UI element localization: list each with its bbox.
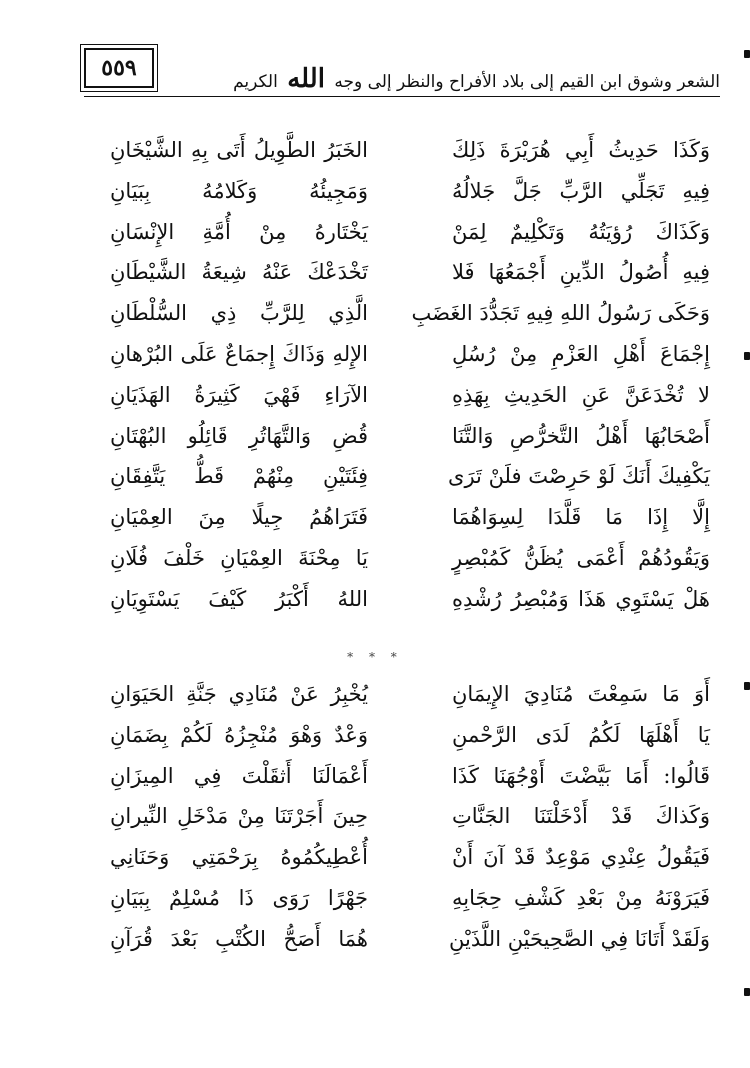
scan-mark-bottom bbox=[744, 988, 750, 996]
verse-first-hemistich: فِيهِ تَجَلِّي الرَّبِّ جَلَّ جَلالُهُ bbox=[452, 178, 710, 203]
verse-second-hemistich: وَمَجِيئُهُ وَكَلامُهُ بِبَيَانِ bbox=[110, 178, 368, 203]
verse-line bbox=[92, 132, 710, 168]
running-title bbox=[160, 64, 720, 94]
verse-second-hemistich: يَخْتَارهُ مِنْ أُمَّةِ الإِنْسَانِ bbox=[110, 219, 368, 244]
verse-second-hemistich: يَا مِحْنَةَ العِمْيَانِ خَلْفَ فُلَانِ bbox=[110, 546, 368, 570]
verse-second-hemistich: جَهْرًا رَوَى ذَا مُسْلِمٌ بِبَيَانِ bbox=[110, 886, 368, 910]
verse-line bbox=[92, 458, 710, 494]
verse-line bbox=[92, 214, 710, 250]
verse-first-hemistich: وَكَذاكَ قَدْ أَدْخَلْتَنَا الجَنَّاتِ bbox=[452, 804, 710, 829]
verse-first-hemistich: قَالُوا: أَمَا بَيَّضْتَ أَوْجُهَنَا كَذَا bbox=[452, 763, 710, 788]
verse-first-hemistich: فَيَرَوْنَهُ مِنْ بَعْدِ كَشْفِ حِجَابِهِ bbox=[452, 886, 710, 910]
scan-mark-top bbox=[744, 50, 750, 58]
verse-line bbox=[92, 173, 710, 209]
verse-line bbox=[92, 839, 710, 875]
verse-first-hemistich: يَكْفِيكَ أَنَكَ لَوْ حَرِصْتَ فلَنْ تَرَى bbox=[448, 464, 710, 489]
verse-second-hemistich: الإِلهِ وَذَاكَ إِجمَاعٌ عَلَى البُرْهانِ bbox=[110, 342, 368, 366]
verse-second-hemistich: الخَبَرُ الطَّوِيلُ أَتَى بِهِ الشَّيْخَانِ bbox=[110, 138, 368, 162]
verse-first-hemistich: فَيَقُولُ عِنْدِي مَوْعِدٌ قَدْ آنَ أَنْ bbox=[452, 845, 710, 870]
verse-line bbox=[92, 418, 710, 454]
scan-mark-middle bbox=[744, 352, 750, 360]
verse-second-hemistich: تَخْدَعْكَ عَنْهُ شِيعَةُ الشَّيْطَانِ bbox=[110, 260, 368, 285]
verse-second-hemistich: الَّذِي لِلرَّبِّ ذِي السُّلْطَانِ bbox=[110, 301, 368, 326]
verse-second-hemistich: قُضِ وَالتَّهَاتُرِ قَائِلُو البُهْتَانِ bbox=[110, 423, 368, 448]
verse-line bbox=[92, 499, 710, 535]
verse-line bbox=[92, 921, 710, 957]
verse-second-hemistich: اللهُ أَكْبَرُ كَيْفَ يَسْتَوِيَانِ bbox=[110, 586, 368, 611]
verse-first-hemistich: لا تُخْدَعَنَّ عَنِ الحَدِيثِ بِهَذِهِ bbox=[452, 382, 710, 407]
page-header bbox=[84, 42, 720, 94]
verse-first-hemistich: إِجْمَاعَ أَهْلِ العَزْمِ مِنْ رُسُلِ bbox=[452, 342, 710, 366]
header-divider bbox=[84, 96, 720, 97]
verse-line bbox=[92, 377, 710, 413]
verse-first-hemistich: هَلْ يَسْتَوِي هَذَا وَمُبْصِرُ رُشْدِهِ bbox=[452, 586, 710, 611]
verse-line bbox=[92, 758, 710, 794]
section-separator: * * * bbox=[347, 650, 403, 664]
verse-second-hemistich: حِينَ أَجَرْتَنَا مِنْ مَدْخَلِ النِّيرانِ bbox=[110, 804, 368, 829]
verse-first-hemistich: فِيهِ أُصُولُ الدِّينِ أَجْمَعُهَا فَلا bbox=[452, 260, 710, 285]
verse-second-hemistich: يُخْبِرُ عَنْ مُنَادِي جَنَّةِ الحَيَوَانِ bbox=[110, 682, 368, 706]
verse-line bbox=[92, 540, 710, 576]
verse-second-hemistich: فَتَرَاهُمُ جِيلًا مِنَ العِمْيَانِ bbox=[110, 505, 368, 530]
verse-first-hemistich: وَيَقُودُهُمْ أَعْمَى يُظَنُّ كَمُبْصِرٍ bbox=[452, 546, 710, 570]
verse-second-hemistich: فِئَتَيْنِ مِنْهُمْ قَطُّ يَتَّفِقَانِ bbox=[110, 464, 368, 489]
running-title-part1: الشعر وشوق ابن القيم إلى بلاد الأفراح والنظر إلى وجه bbox=[334, 72, 720, 92]
verse-first-hemistich: وَكَذَاكَ رُؤيَتُهُ وَتَكْلِيمٌ لِمَنْ bbox=[452, 219, 710, 244]
verse-line bbox=[92, 336, 710, 372]
verse-line bbox=[92, 717, 710, 753]
verse-second-hemistich: وَعْدٌ وَهْوَ مُنْجِزُهُ لَكُمْ بِضَمَانِ bbox=[110, 722, 368, 747]
verse-first-hemistich: وَحَكَى رَسُولُ اللهِ فِيهِ تَجَدُّدَ الغَضَبِ bbox=[411, 301, 710, 326]
verse-line bbox=[92, 880, 710, 916]
verse-second-hemistich: هُمَا أَصَحُّ الكُتْبِ بَعْدَ قُرَآنِ bbox=[110, 926, 368, 951]
page-number: ٥٥٩ bbox=[84, 48, 154, 88]
running-title-part2: الكريم bbox=[233, 72, 278, 92]
verse-first-hemistich: وَكَذَا حَدِيثُ أَبِي هُرَيْرَةَ ذَلِكَ bbox=[452, 138, 710, 162]
verse-line bbox=[92, 798, 710, 834]
verse-first-hemistich: أَصْحَابُهَا أَهْلُ التَّخرُّصِ وَالتَّنَا bbox=[452, 423, 710, 448]
verse-first-hemistich: أَوَ مَا سَمِعْتَ مُنَادِيَ الإِيمَانِ bbox=[452, 682, 710, 706]
verse-second-hemistich: أَعْمَالَنَا أَثقَلْتَ فِي المِيزَانِ bbox=[110, 763, 368, 788]
verse-second-hemistich: الآرَاءِ فَهْيَ كَثِيرَةُ الهَذَيَانِ bbox=[110, 382, 368, 407]
scan-mark-lower bbox=[744, 682, 750, 690]
verse-line bbox=[92, 295, 710, 331]
verse-line bbox=[92, 254, 710, 290]
verse-first-hemistich: إِلَّا إِذَا مَا قَلَّدَا لِسِوَاهُمَا bbox=[452, 505, 710, 530]
verse-second-hemistich: أُعْطِيكُمُوهُ بِرَحْمَتِي وَحَنَانِي bbox=[110, 845, 368, 870]
verse-line bbox=[92, 676, 710, 712]
running-title-allah: الله bbox=[287, 64, 325, 94]
verse-first-hemistich: يَا أَهْلَهَا لَكُمُ لَدَى الرَّحْمنِ bbox=[452, 722, 710, 747]
verse-line bbox=[92, 581, 710, 617]
verse-first-hemistich: وَلَقَدْ أَتَانَا فِي الصَّحِيحَيْنِ اللَّذَيْنِ bbox=[448, 926, 710, 951]
